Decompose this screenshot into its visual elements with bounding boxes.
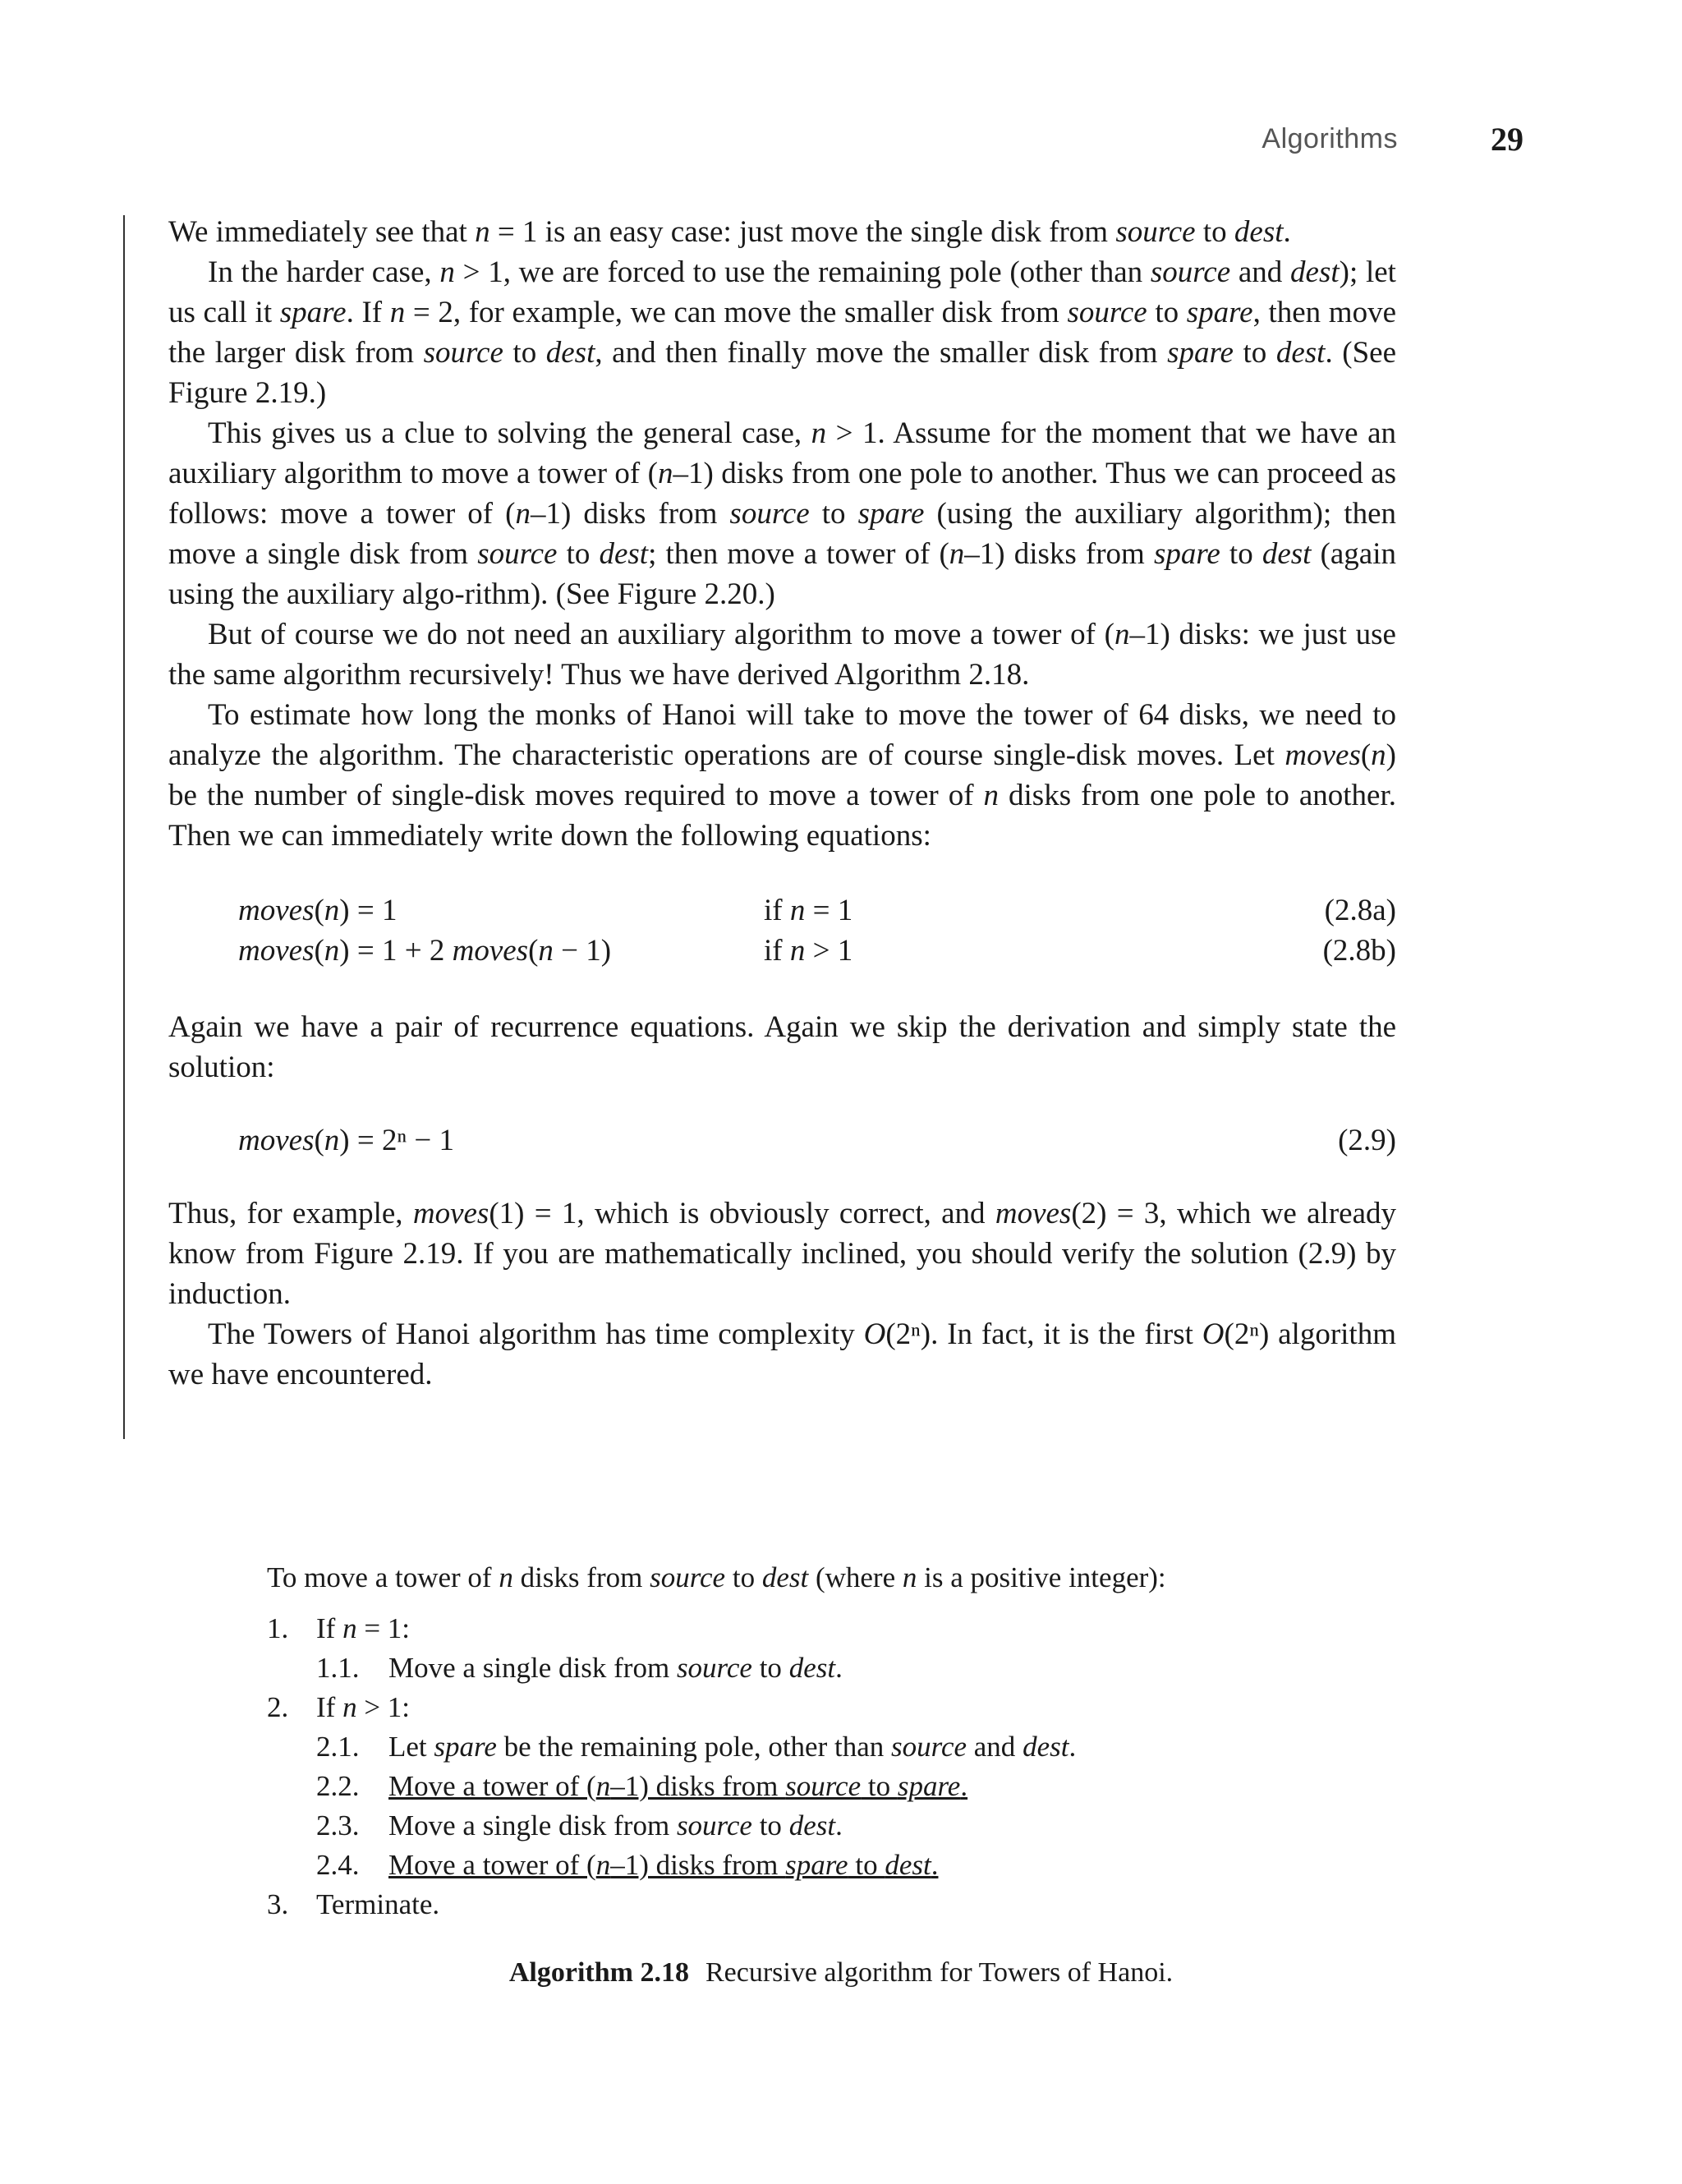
step-number: 1. (267, 1612, 289, 1644)
text-run: to (1195, 215, 1234, 249)
text-run: to (751, 1809, 789, 1841)
equation-condition: if n = 1 (764, 894, 853, 927)
text-run: = 1: (356, 1612, 411, 1644)
math-variable: moves (452, 934, 529, 968)
italic-run: source (477, 537, 558, 571)
algorithm-step (267, 1846, 1417, 1885)
italic-run: source (785, 1770, 862, 1802)
italic-run: dest (885, 1849, 931, 1881)
paragraph (168, 1007, 1396, 1087)
italic-run: n (342, 1612, 357, 1644)
running-title: Algorithms (1262, 123, 1398, 154)
italic-run: source (1150, 255, 1231, 289)
math-variable: n (789, 894, 806, 927)
text-run: –1) disks: we just use the same algorithm recursively! Thus we have derived Algorithm 2.18. (168, 618, 1396, 692)
italic-run: dest (1234, 215, 1284, 249)
paragraph (168, 413, 1396, 614)
italic-run: spare (1153, 537, 1220, 571)
italic-run: source (891, 1731, 967, 1763)
italic-run: n (439, 255, 455, 289)
equation-lhs: moves(n) = 1 + 2 moves(n − 1) (238, 934, 612, 968)
paragraph-group-a (168, 212, 1396, 856)
text-run: to (848, 1849, 885, 1881)
italic-run: spare (857, 497, 925, 531)
text-run: disks from one pole to another. Then we can immediately write down the following equations: (168, 779, 1397, 853)
paragraph (168, 614, 1396, 695)
text-run: –1) disks from (610, 1770, 786, 1802)
text-run: be the remaining pole, other than (496, 1731, 891, 1763)
text-run: . (835, 1809, 843, 1841)
text-run: ); let us call it (168, 255, 1396, 329)
text-run: and (1230, 255, 1291, 289)
math-variable: n (324, 1124, 340, 1157)
text-run: –1) disks from one pole to another. Thus we can proceed as follows: move a tower of ( (168, 457, 1396, 531)
text-run: and (967, 1731, 1023, 1763)
text-run: to (751, 1652, 789, 1684)
step-number: 2.3. (316, 1809, 360, 1841)
equation-block-2-9 (168, 1120, 1396, 1161)
equation-number: (2.8a) (1324, 894, 1396, 927)
text-run: (1) = 1, which is obviously correct, and (489, 1197, 995, 1230)
algorithm-step (267, 1688, 1417, 1727)
algorithm-step (267, 1727, 1417, 1767)
text-run: To move a tower of (267, 1561, 499, 1593)
text-run: . (931, 1849, 939, 1881)
italic-run: dest (1275, 336, 1326, 370)
italic-run: dest (1023, 1731, 1069, 1763)
text-run: ; then move a tower of ( (648, 537, 949, 571)
caption-label: Algorithm 2.18 (508, 1957, 689, 1988)
italic-run: dest (545, 336, 595, 370)
italic-run: n (389, 296, 406, 329)
italic-run: spare (1167, 336, 1234, 370)
text-run: is a positive integer): (917, 1561, 1166, 1593)
math-variable: n (789, 934, 806, 968)
text-run: Move a single disk from (388, 1809, 677, 1841)
step-number: 2.1. (316, 1731, 360, 1763)
italic-run: source (423, 336, 503, 370)
text-run: = 1 is an easy case: just move the single disk from (489, 215, 1116, 249)
italic-run: source (1115, 215, 1196, 249)
text-run: To estimate how long the monks of Hanoi will take to move the tower of 64 disks, we need to analyze the algorithm. The characteristic operations are of course single-disk moves. Let (168, 698, 1396, 772)
text-run: to (1147, 296, 1187, 329)
italic-run: source (729, 497, 810, 531)
text-run: Thus, for example, (168, 1197, 413, 1230)
step-number: 3. (267, 1888, 289, 1920)
italic-run: n (342, 1691, 357, 1723)
text-run: (again using the auxiliary algo-rithm). (See Figure 2.20.) (168, 537, 1396, 611)
text-run: We immediately see that (168, 215, 476, 249)
text-run: to (809, 497, 858, 531)
italic-run: dest (599, 537, 649, 571)
algorithm-step (267, 1609, 1417, 1648)
italic-run: n (475, 215, 490, 249)
step-number: 2. (267, 1691, 289, 1723)
italic-run: n (1114, 618, 1130, 651)
italic-run: moves (412, 1197, 489, 1230)
italic-run: spare (434, 1731, 497, 1763)
text-run: . (1068, 1731, 1077, 1763)
paragraph (168, 1314, 1396, 1395)
algorithm-step (267, 1806, 1417, 1846)
step-number: 2.2. (316, 1770, 360, 1802)
text-run: ( (1360, 738, 1372, 772)
italic-run: n (515, 497, 531, 531)
algorithm-intro (267, 1558, 1417, 1598)
text-run: = 2, for example, we can move the smaller disk from (405, 296, 1068, 329)
text-run: . (960, 1770, 968, 1802)
paragraph (168, 212, 1396, 252)
italic-run: n (949, 537, 965, 571)
text-run: disks from (512, 1561, 650, 1593)
italic-run: moves (1284, 738, 1361, 772)
algorithm-step (267, 1885, 1417, 1924)
paragraph-group-c (168, 1193, 1396, 1395)
step-text (388, 1767, 967, 1806)
algorithm-step (267, 1648, 1417, 1688)
step-number: 1.1. (316, 1652, 360, 1684)
italic-run: dest (1262, 537, 1312, 571)
text-run: . (835, 1652, 843, 1684)
math-variable: n (538, 934, 554, 968)
text-run: This gives us a clue to solving the general case, (208, 416, 811, 450)
text-run: to (557, 537, 600, 571)
italic-run: O (863, 1317, 886, 1351)
paragraph (168, 252, 1396, 413)
italic-run: n (595, 1770, 611, 1802)
italic-run: source (676, 1809, 752, 1841)
page-number: 29 (1491, 121, 1523, 158)
step-text (316, 1688, 410, 1727)
algorithm-box (267, 1558, 1417, 1924)
paragraph-group-b (168, 1007, 1396, 1087)
equation-row (168, 890, 1396, 931)
italic-run: n (499, 1561, 513, 1593)
italic-run: moves (995, 1197, 1072, 1230)
italic-run: spare (897, 1770, 961, 1802)
text-run: to (1220, 537, 1262, 571)
text-run: If (316, 1612, 343, 1644)
text-run: –1) disks from (610, 1849, 786, 1881)
italic-run: source (1067, 296, 1147, 329)
equation-block-2-8 (168, 890, 1396, 971)
text-run: . (See Figure 2.19.) (168, 336, 1397, 410)
text-run: to (503, 336, 546, 370)
text-run: (where (808, 1561, 903, 1593)
italic-run: n (902, 1561, 917, 1593)
text-run: > 1. Assume for the moment that we have an auxiliary algorithm to move a tower of ( (168, 416, 1396, 490)
equation-condition: if n > 1 (764, 934, 853, 968)
text-run: If (316, 1691, 343, 1723)
text-run: (using the auxiliary algorithm); then move a single disk from (168, 497, 1396, 571)
math-variable: n (324, 894, 340, 927)
text-run: to (725, 1561, 762, 1593)
italic-run: n (811, 416, 827, 450)
equation-number: (2.8b) (1322, 934, 1396, 968)
italic-run: spare (279, 296, 347, 329)
text-run: –1) disks from (964, 537, 1154, 571)
text-run: Move a tower of ( (388, 1849, 596, 1881)
italic-run: n (983, 779, 1000, 812)
text-run: Move a single disk from (388, 1652, 677, 1684)
italic-run: source (676, 1652, 752, 1684)
algorithm-steps (267, 1609, 1417, 1924)
text-run: But of course we do not need an auxiliary algorithm to move a tower of ( (208, 618, 1114, 651)
text-run: In the harder case, (208, 255, 440, 289)
algorithm-caption (0, 1957, 1682, 1989)
text-run: Terminate. (316, 1888, 440, 1920)
italic-run: spare (1186, 296, 1253, 329)
text-run: –1) disks from (530, 497, 730, 531)
caption-text: Recursive algorithm for Towers of Hanoi. (705, 1957, 1174, 1988)
text-run: > 1, we are forced to use the remaining pole (other than (454, 255, 1151, 289)
italic-run: spare (785, 1849, 848, 1881)
math-variable: moves (238, 934, 315, 968)
text-run: The Towers of Hanoi algorithm has time complexity (208, 1317, 864, 1351)
paragraph (168, 695, 1396, 856)
step-number: 2.4. (316, 1849, 360, 1881)
equation-lhs: moves(n) = 1 (238, 894, 398, 927)
step-text (388, 1806, 843, 1846)
italic-run: n (1371, 738, 1386, 772)
page-header (0, 123, 1682, 172)
equation-lhs: moves(n) = 2ⁿ − 1 (238, 1124, 455, 1157)
step-text (316, 1609, 410, 1648)
italic-run: O (1202, 1317, 1225, 1351)
margin-change-bar (123, 215, 125, 1439)
text-run: (2ⁿ) algorithm we have encountered. (168, 1317, 1396, 1391)
text-run: > 1: (356, 1691, 411, 1723)
step-text (316, 1885, 439, 1924)
math-variable: n (324, 934, 340, 968)
italic-run: n (595, 1849, 611, 1881)
equation-number: (2.9) (1338, 1124, 1396, 1157)
text-run: . (1283, 215, 1291, 249)
equation-row (168, 931, 1396, 971)
text-run: to (861, 1770, 898, 1802)
text-run: , then move the larger disk from (168, 296, 1397, 370)
text-run: . If (346, 296, 390, 329)
text-run: Let (388, 1731, 434, 1763)
text-run: Move a tower of ( (388, 1770, 596, 1802)
body-text (168, 212, 1396, 1395)
text-run: Again we have a pair of recurrence equations. Again we skip the derivation and simply state the solution: (168, 1010, 1396, 1084)
step-text (388, 1648, 843, 1688)
text-run: (2ⁿ). In fact, it is the first (885, 1317, 1202, 1351)
italic-run: dest (788, 1809, 836, 1841)
algorithm-step (267, 1767, 1417, 1806)
italic-run: dest (1290, 255, 1340, 289)
italic-run: dest (788, 1652, 836, 1684)
italic-run: source (650, 1561, 726, 1593)
text-run: to (1233, 336, 1276, 370)
text-run: ) be the number of single-disk moves required to move a tower of (168, 738, 1396, 812)
text-run: , and then finally move the smaller disk from (595, 336, 1168, 370)
italic-run: n (657, 457, 673, 490)
paragraph (168, 1193, 1396, 1314)
step-text (388, 1727, 1076, 1767)
italic-run: dest (761, 1561, 809, 1593)
math-variable: moves (238, 1124, 315, 1157)
step-text (388, 1846, 938, 1885)
text-run: (2) = 3, which we already know from Figure 2.19. If you are mathematically inclined, you should verify the solution (2.9) by induction. (168, 1197, 1396, 1311)
math-variable: moves (238, 894, 315, 927)
equation-row (168, 1120, 1396, 1161)
